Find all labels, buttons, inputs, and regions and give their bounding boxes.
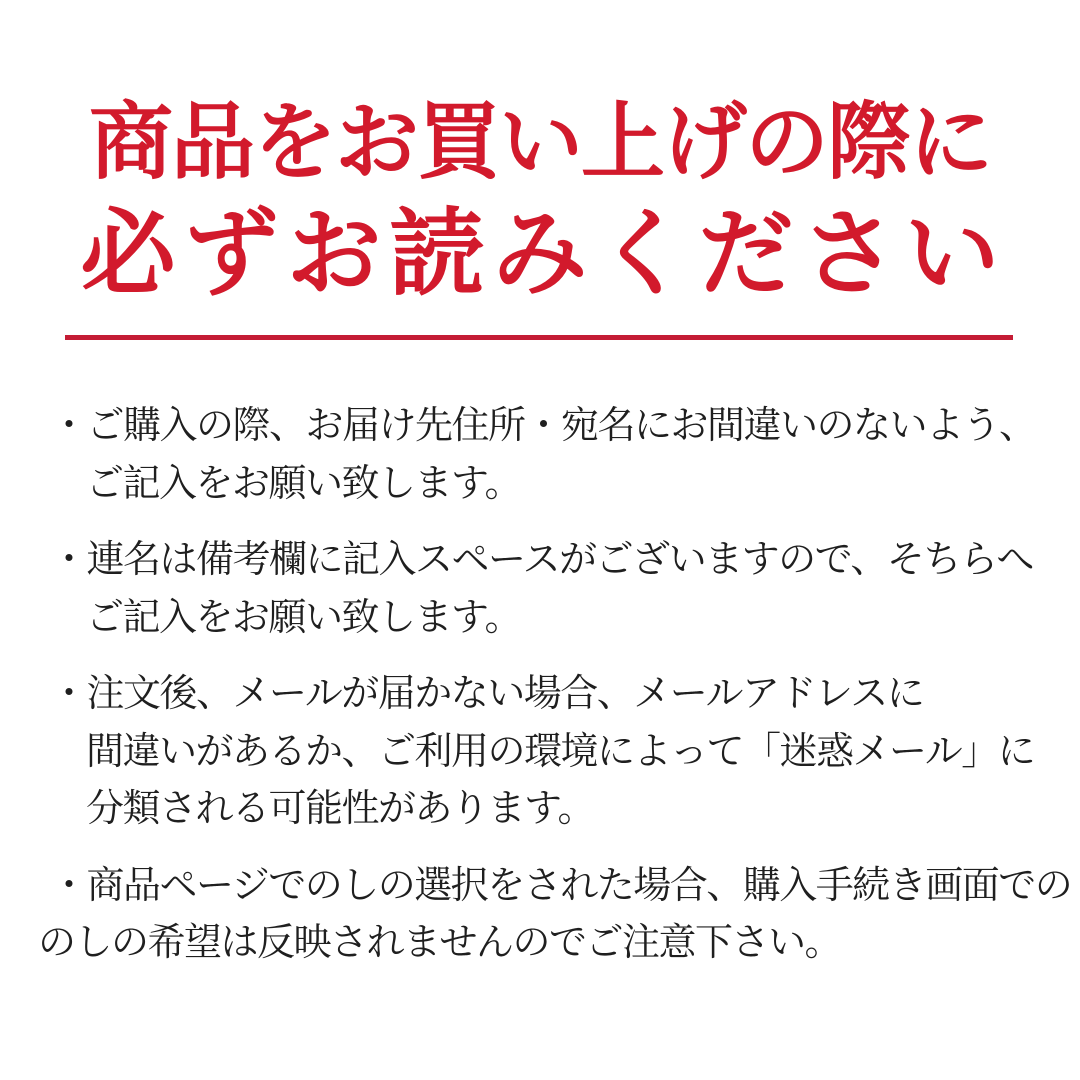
- notice-list: [38, 398, 1072, 992]
- notice-line: ・商品ページでのしの選択をされた場合、購入手続き画面での: [50, 864, 1072, 907]
- page-title-line-1: 商品をお買い上げの際に: [88, 95, 991, 189]
- notice-item-email-spam: [38, 666, 1060, 839]
- notice-line: ・ご購入の際、お届け先住所・宛名にお間違いのないよう、: [50, 405, 1036, 447]
- notice-item-joint-names: [38, 532, 1060, 647]
- notice-line: 分類される可能性があります。: [86, 788, 594, 830]
- notice-line: ・連名は備考欄に記入スペースがございますので、そちらへ: [50, 539, 1033, 581]
- notice-line: のしの希望は反映されませんのでご注意下さい。: [38, 922, 842, 964]
- notice-item-noshi-selection: [38, 858, 1072, 973]
- notice-item-shipping-address: [38, 398, 1060, 513]
- notice-line: ご記入をお願い致します。: [86, 596, 521, 639]
- notice-line: ご記入をお願い致します。: [86, 462, 521, 505]
- notice-line: ・注文後、メールが届かない場合、メールアドレスに: [50, 673, 924, 715]
- red-divider-rule: [65, 335, 1013, 340]
- notice-line: 間違いがあるか、ご利用の環境によって「迷惑メール」に: [86, 730, 1035, 773]
- page-title-line-2: 必ずお読みください: [80, 201, 1008, 307]
